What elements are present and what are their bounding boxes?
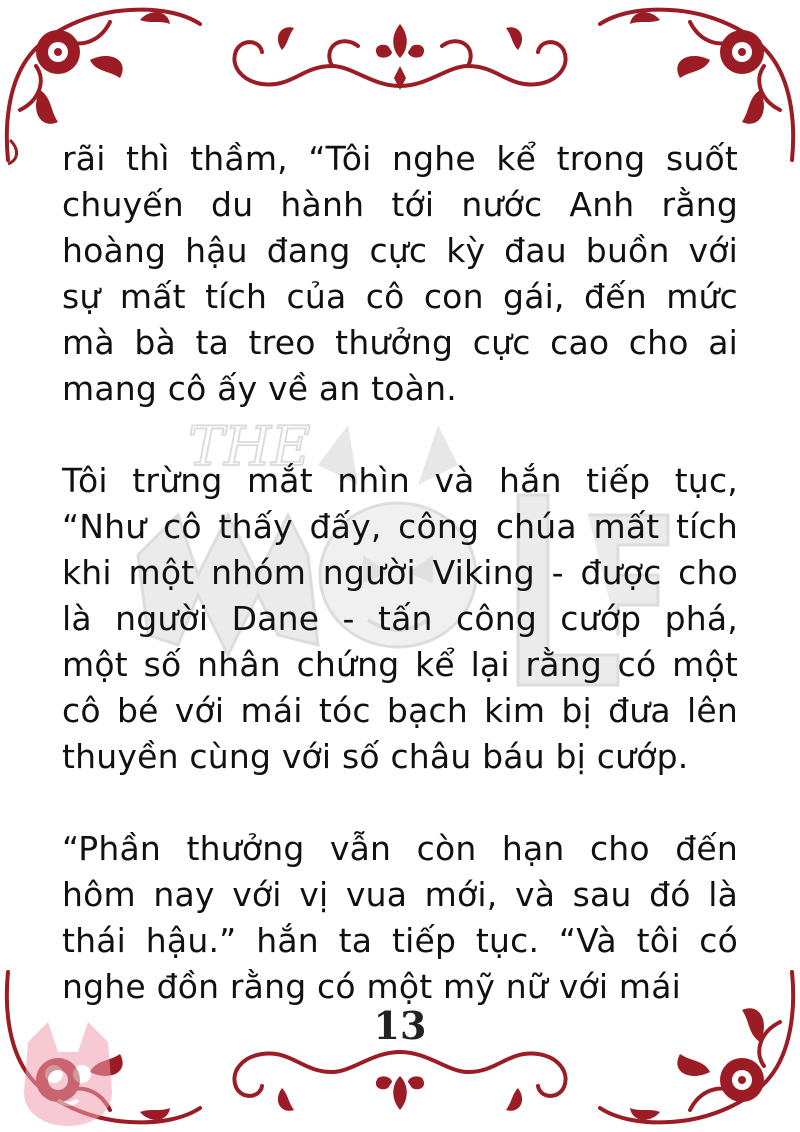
text-line: Tôi trừng mắt nhìn và hắn tiếp tục, — [62, 461, 738, 500]
paragraph — [62, 458, 738, 780]
text-line: thuyền cùng với số châu báu bị cướp. — [62, 737, 689, 776]
body-text — [62, 136, 738, 1010]
text-line: chuyến du hành tới nước Anh rằng — [62, 185, 738, 224]
text-line: cô bé với mái tóc bạch kim bị đưa lên — [62, 691, 738, 730]
paragraph — [62, 136, 738, 412]
text-line: mang cô ấy về an toàn. — [62, 369, 457, 408]
text-line: hoàng hậu đang cực kỳ đau buồn với — [62, 231, 738, 270]
text-line: hôm nay với vị vua mới, và sau đó là — [62, 875, 738, 914]
text-line: nghe đồn rằng có một mỹ nữ với mái — [62, 967, 682, 1006]
text-line: rãi thì thầm, “Tôi nghe kể trong suốt — [62, 139, 738, 178]
text-line: khi một nhóm người Viking - được cho — [62, 553, 738, 592]
text-line: một số nhân chứng kể lại rằng có một — [62, 645, 738, 684]
page-number: 13 — [373, 1003, 427, 1048]
text-line: “Như cô thấy đấy, công chúa mất tích — [62, 507, 738, 546]
text-line: mà bà ta treo thưởng cực cao cho ai — [62, 323, 738, 362]
svg-text:THE: THE — [188, 415, 311, 478]
text-line: là người Dane - tấn công cướp phá, — [62, 599, 738, 638]
bottom-center-ornament-icon — [222, 1040, 578, 1128]
text-line: “Phần thưởng vẫn còn hạn cho đến — [62, 829, 738, 868]
text-line: thái hậu.” hắn ta tiếp tục. “Và tôi có — [62, 921, 738, 960]
paragraph — [62, 826, 738, 1010]
text-line: sự mất tích của cô con gái, đến mức — [62, 277, 738, 316]
top-center-ornament-icon — [222, 6, 578, 98]
